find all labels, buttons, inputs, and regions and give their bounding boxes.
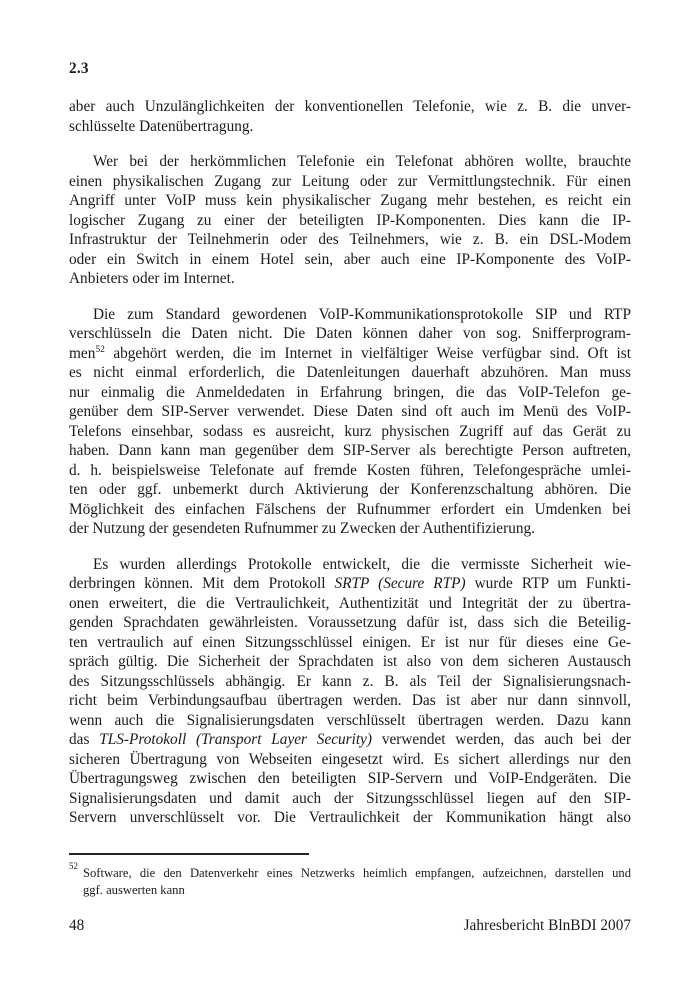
- page-footer: [69, 916, 631, 935]
- text-line: sicheren Übertragung von Webseiten eingesetzt wird. Es sichert allerdings nur den: [69, 750, 631, 768]
- text-line: Anbieters oder im Internet.: [69, 270, 235, 287]
- text-line: Die zum Standard gewordenen VoIP-Kommunikationsprotokolle SIP und RTP: [93, 305, 631, 323]
- footnote-divider: [69, 853, 309, 855]
- text-line: d. h. beispielsweise Telefonate auf fremde Kosten führen, Telefongespräche umlei-: [69, 461, 631, 479]
- footnote-area: [69, 853, 631, 899]
- paragraph: [69, 152, 631, 289]
- text-line: richt beim Verbindungsaufbau übertragen werden. Das ist aber nur dann sinnvoll,: [69, 692, 631, 709]
- text-line: des Sitzungsschlüssels abhängig. Er kann z. B. als Teil der Signalisierungsnach-: [69, 672, 631, 690]
- text-line: ten vertraulich auf einen Sitzungsschlüssel einigen. Er ist nur für dieses eine Ge-: [69, 633, 631, 651]
- text-line: spräch gültig. Die Sicherheit der Sprachdaten ist also von dem sicheren Austausch: [69, 653, 631, 670]
- text-line: haben. Dann kann man gegenüber dem SIP-Server als berechtigte Person auftreten,: [69, 442, 631, 459]
- text-line: Servern unverschlüsselt vor. Die Vertraulichkeit der Kommunikation hängt also: [69, 809, 631, 826]
- text-line: Angriff unter VoIP muss kein physikalischer Zugang mehr bestehen, es reicht ein: [69, 192, 631, 209]
- footnote-line: Software, die den Datenverkehr eines Netzwerks heimlich empfangen, aufzeichnen, darstellen und: [83, 865, 631, 880]
- footnote-marker: 52: [69, 860, 78, 871]
- text-line: derbringen können. Mit dem Protokoll SRTP (Secure RTP) wurde RTP um Funkti-: [69, 575, 631, 592]
- text-line: Möglichkeit des einfachen Fälschens der Rufnummer erfordert ein Umdenken bei: [69, 500, 631, 518]
- text-line: es nicht einmal erforderlich, die Datenleitungen dauerhaft abzuhören. Man muss: [69, 364, 631, 381]
- footnote-line: ggf. auswerten kann: [83, 882, 185, 897]
- page-number: 48: [69, 916, 85, 934]
- text-line: Übertragungsweg zwischen den beteiligten SIP-Servern und VoIP-Endgeräten. Die: [69, 770, 631, 787]
- text-line: genüber dem SIP-Server verwendet. Diese Daten sind oft auch im Menü des VoIP-: [69, 403, 631, 420]
- text-line: Telefons einsehbar, sodass es ausreicht, kurz physischen Zugriff auf das Gerät zu: [69, 422, 631, 440]
- paragraph: [69, 97, 631, 136]
- section-number: 2.3: [69, 60, 89, 77]
- text-line: genden Sprachdaten gewährleisten. Voraussetzung dafür ist, dass sich die Beteilig-: [69, 614, 631, 631]
- text-line: ten oder ggf. unbemerkt durch Aktivierung der Konferenzschaltung abhören. Die: [69, 481, 631, 498]
- text-line: wenn auch die Signalisierungsdaten verschlüsselt übertragen werden. Dazu kann: [69, 711, 631, 729]
- text-line: der Nutzung der gesendeten Rufnummer zu Zwecken der Authentifizierung.: [69, 520, 535, 537]
- text-line: onen erweitert, die die Vertraulichkeit, Authentizität und Integrität der zu übertra-: [69, 594, 631, 612]
- text-line: Signalisierungsdaten und damit auch der Sitzungsschlüssel liegen auf den SIP-: [69, 789, 631, 807]
- text-line: Es wurden allerdings Protokolle entwickelt, die die vermisste Sicherheit wie-: [93, 555, 631, 573]
- text-line: oder ein Switch in einem Hotel sein, aber auch eine IP-Komponente des VoIP-: [69, 250, 631, 268]
- text-line: Wer bei der herkömmlichen Telefonie ein Telefonat abhören wollte, brauchte: [93, 153, 631, 170]
- footnote: [69, 860, 631, 899]
- text-line: das TLS-Protokoll (Transport Layer Security) verwendet werden, das auch bei der: [69, 731, 631, 748]
- text-line: aber auch Unzulänglichkeiten der konventionellen Telefonie, wie z. B. die unver-: [69, 98, 631, 115]
- paragraph: [69, 305, 631, 539]
- text-line: verschlüsseln die Daten nicht. Die Daten können daher von sog. Snifferprogram-: [69, 325, 631, 342]
- text-line: men$^{52}$ abgehört werden, die im Internet in vielfältiger Weise verfügbar sind. Oft ist: [69, 344, 631, 362]
- footer-report-title: Jahresbericht BlnBDI 2007: [463, 916, 631, 934]
- text-line: einen physikalischen Zugang zur Leitung oder zur Vermittlungstechnik. Für einen: [69, 172, 631, 190]
- text-line: Infrastruktur der Teilnehmerin oder des Teilnehmers, wie z. B. ein DSL-Modem: [69, 231, 631, 248]
- text-line: schlüsselte Datenübertragung.: [69, 117, 254, 135]
- text-line: nur einmalig die Anmeldedaten in Erfahrung bringen, die das VoIP-Telefon ge-: [69, 383, 631, 401]
- body-text: [69, 97, 631, 828]
- text-line: logischer Zugang zu einer der beteiligten IP-Komponenten. Dies kann die IP-: [69, 211, 631, 229]
- paragraph: [69, 555, 631, 828]
